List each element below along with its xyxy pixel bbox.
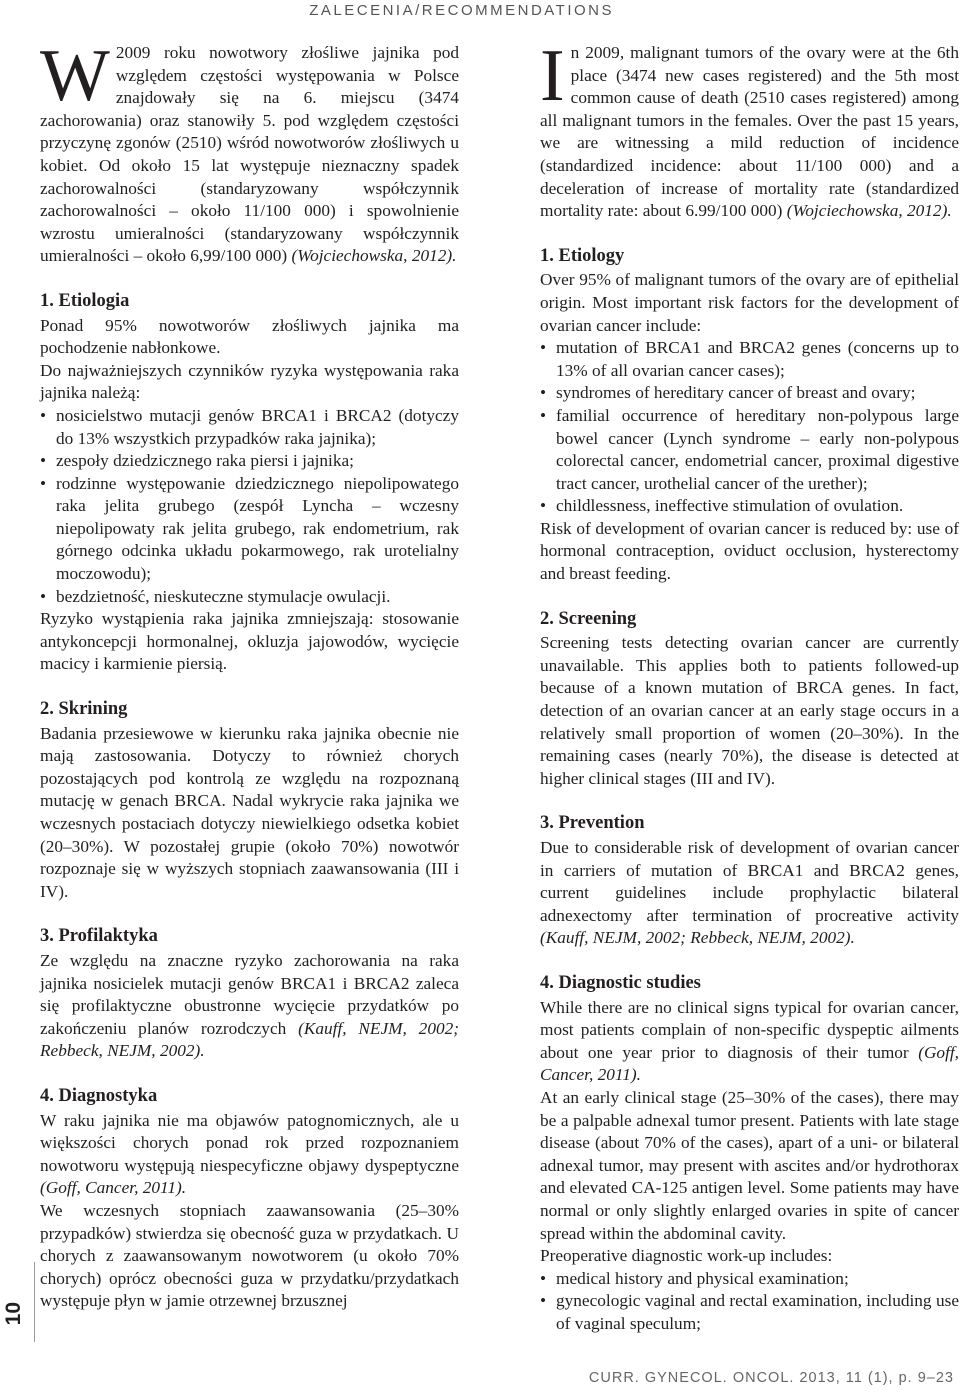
paragraph: Preoperative diagnostic work-up includes: bbox=[540, 1246, 833, 1266]
list-item: • nosicielstwo mutacji genów BRCA1 i BRCA2 (dotyczy do 13% wszystkich przypadków raka jajnika); bbox=[40, 405, 459, 450]
citation: (Goff, Cancer, 2011). bbox=[540, 1042, 959, 1085]
drop-cap: W bbox=[40, 35, 110, 117]
workup-list bbox=[540, 1268, 959, 1336]
section-title: 4. Diagnostic studies bbox=[540, 972, 701, 993]
intro-paragraph bbox=[540, 35, 959, 223]
section-title: 2. Screening bbox=[540, 608, 637, 629]
running-head: ZALECENIA/RECOMMENDATIONS bbox=[309, 2, 614, 19]
list-item: • zespoły dziedzicznego raka piersi i jajnika; bbox=[40, 450, 459, 473]
intro-paragraph bbox=[40, 35, 459, 268]
paragraph: W raku jajnika nie ma objawów patognomicznych, ale u większości chorych ponad rok przed rozpoznaniem nowotworu występują niespecyficzne objawy dyspeptyczne (Goff, Cancer, 2011). bbox=[40, 1110, 459, 1198]
right-column bbox=[540, 35, 959, 1335]
section-title: 1. Etiology bbox=[540, 245, 625, 266]
paragraph: Ze względu na znaczne ryzyko zachorowania na raka jajnika nosicielek mutacji genów BRCA1 i BRCA2 zaleca się profilaktyczne obustronne wycięcie przydatków po zakończeniu planów rozrodczych (Kauff, NEJM, 2002; Rebbeck, NEJM, 2002). bbox=[40, 950, 459, 1061]
paragraph: Due to considerable risk of development of ovarian cancer in carriers of mutation of BRCA1 and BRCA2 genes, current guidelines include prophylactic bilateral adnexectomy after termination of procreative activity (Kauff, NEJM, 2002; Rebbeck, NEJM, 2002). bbox=[540, 838, 959, 948]
list-item: • bezdzietność, nieskuteczne stymulacje owulacji. bbox=[40, 586, 459, 609]
intro-text: 2009 roku nowotwory złośliwe jajnika pod względem częstości występowania w Polsce znajdowały się na 6. miejscu (3474 zachorowania) oraz stanowiły 5. pod względem częstości przyczynę zgonów (2510) wśród nowotworów złośliwych u kobiet. Od około 15 lat występuje nieznaczny spadek zachorowalności (standaryzowany współczynnik zachorowalności – około 11/100 000) i spowolnienie wzrostu umieralności (standaryzowany współczynnik umieralności – około 6,99/100 000) bbox=[40, 43, 459, 266]
list-item: • rodzinne występowanie dziedzicznego niepolipowatego raka jelita grubego (zespół Lyncha – wczesny niepolipowaty rak jelita grubego, rak endometrium, rak górnego odcinka układu pokarmowego, rak urotelialny moczowodu); bbox=[40, 473, 459, 586]
paragraph: Badania przesiewowe w kierunku raka jajnika obecnie nie mają zastosowania. Dotyczy to również chorych pozostających pod kontrolą ze względu na rozpoznaną mutację w genach BRCA. Nadal wykrycie raka jajnika we wczesnych postaciach dotyczy niewielkiego odsetka kobiet (20–30%). W pozostałej grupie (około 70%) nowotwór rozpoznaje się w wyższych stopniach zaawansowania (III i IV). bbox=[40, 723, 459, 901]
paragraph: At an early clinical stage (25–30% of the cases), there may be a palpable adnexal tumor present. Patients with late stage disease (about 70% of the cases), apart of a uni- or bilateral adnexal tumor, may present with ascites and/or hydrothorax and elevated CA-125 antigen level. Some patients may have normal or only slightly enlarged ovaries in spite of cancer spread within the abdominal cavity. bbox=[540, 1087, 959, 1243]
list-item: • syndromes of hereditary cancer of breast and ovary; bbox=[540, 382, 959, 405]
paragraph: Screening tests detecting ovarian cancer are currently unavailable. This applies both to patients followed-up because of a known mutation of BRCA genes. In fact, detection of an ovarian cancer at an early stage occurs in a relatively small proportion of women (20–30%). In the remaining cases (nearly 70%), the disease is detected at higher clinical stages (III and IV). bbox=[540, 633, 959, 788]
list-item: • mutation of BRCA1 and BRCA2 genes (concerns up to 13% of all ovarian cancer cases); bbox=[540, 337, 959, 382]
page-number-rule bbox=[34, 1262, 35, 1342]
citation: (Kauff, NEJM, 2002; Rebbeck, NEJM, 2002). bbox=[40, 1018, 459, 1061]
risk-factor-list bbox=[540, 337, 959, 518]
citation: (Goff, Cancer, 2011). bbox=[40, 1178, 187, 1198]
risk-factor-list bbox=[40, 405, 459, 608]
intro-text: n 2009, malignant tumors of the ovary were at the 6th place (3474 new cases registered) and the 5th most common cause of death (2510 cases registered) among all malignant tumors in the females. Over the past 15 years, we are witnessing a mild reduction of incidence (standardized incidence: about 11/100 000) and a deceleration of increase of mortality rate (standardized mortality rate: about 6.99/100 000) bbox=[540, 43, 959, 221]
page-number: 10 bbox=[2, 1302, 25, 1326]
journal-footer: CURR. GYNECOL. ONCOL. 2013, 11 (1), p. 9–23 bbox=[588, 1370, 954, 1386]
paragraph: Do najważniejszych czynników ryzyka występowania raka jajnika należą: bbox=[40, 360, 459, 403]
paragraph: Ponad 95% nowotworów złośliwych jajnika ma pochodzenie nabłonkowe. bbox=[40, 315, 459, 358]
citation: (Kauff, NEJM, 2002; Rebbeck, NEJM, 2002). bbox=[540, 928, 855, 948]
paragraph: Risk of development of ovarian cancer is reduced by: use of hormonal contraception, oviduct occlusion, hysterectomy and breast feeding. bbox=[540, 518, 959, 584]
list-item: • childlessness, ineffective stimulation of ovulation. bbox=[540, 495, 959, 518]
left-column bbox=[40, 35, 459, 1313]
paragraph: Over 95% of malignant tumors of the ovary are of epithelial origin. Most important risk factors for the development of ovarian cancer include: bbox=[540, 270, 959, 335]
section-title: 4. Diagnostyka bbox=[40, 1085, 158, 1106]
section-title: 1. Etiologia bbox=[40, 290, 130, 311]
section-title: 3. Prevention bbox=[540, 813, 645, 834]
section-title: 3. Profilaktyka bbox=[40, 926, 158, 947]
paragraph: Ryzyko wystąpienia raka jajnika zmniejszają: stosowanie antykoncepcji hormonalnej, okluzja jajowodów, wycięcie macicy i karmienie piersią. bbox=[40, 609, 459, 674]
list-item: • gynecologic vaginal and rectal examination, including use of vaginal speculum; bbox=[540, 1290, 959, 1335]
paragraph: We wczesnych stopniach zaawansowania (25–30% przypadków) stwierdza się obecność guza w przydatkach. U chorych z zaawansowanym nowotworem (u około 70% chorych) oprócz obecności guza w przydatku/przydatkach występuje płyn w jamie otrzewnej brzusznej bbox=[40, 1200, 459, 1311]
list-item: • medical history and physical examination; bbox=[540, 1268, 959, 1291]
paragraph: While there are no clinical signs typical for ovarian cancer, most patients complain of non-specific dyspeptic ailments about one year prior to diagnosis of their tumor (Goff, Cancer, 2011). bbox=[540, 997, 959, 1085]
drop-cap: I bbox=[540, 35, 565, 117]
citation: (Wojciechowska, 2012). bbox=[291, 246, 457, 266]
citation: (Wojciechowska, 2012). bbox=[786, 201, 952, 221]
section-title: 2. Skrining bbox=[40, 699, 128, 720]
list-item: • familial occurrence of hereditary non-polypous large bowel cancer (Lynch syndrome – early non-polypous colorectal cancer, endometrial cancer, proximal digestive tract cancer, urothelial cancer of the urether); bbox=[540, 405, 959, 495]
